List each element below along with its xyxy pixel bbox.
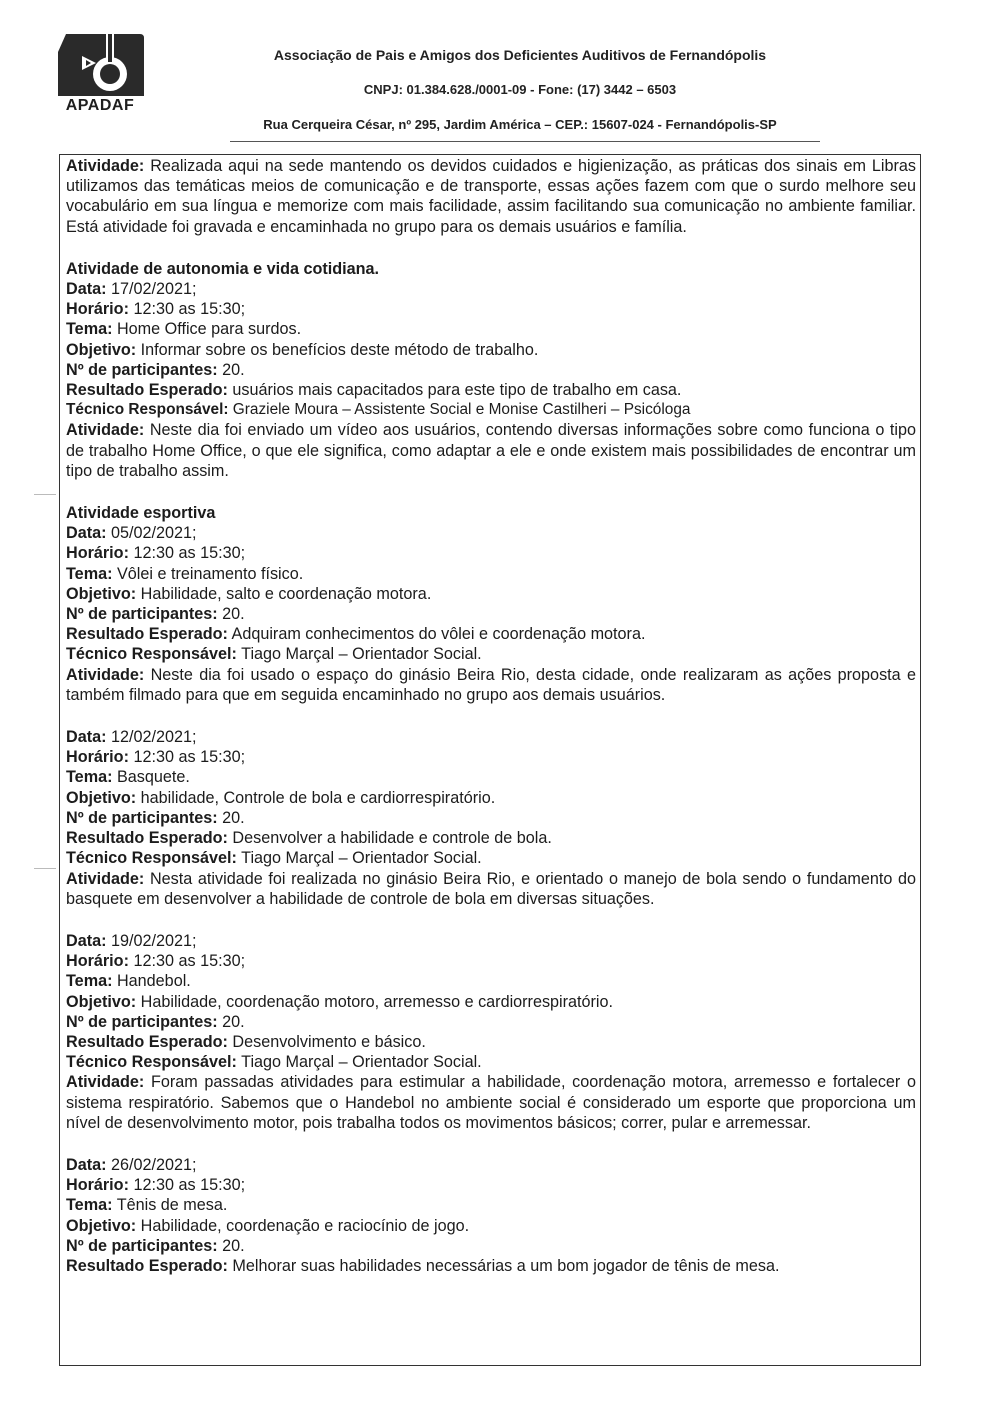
date-value: 05/02/2021;: [110, 524, 197, 543]
theme-label: Tema:: [66, 564, 113, 583]
objective-label: Objetivo:: [66, 340, 137, 359]
participants-value: 20.: [222, 808, 245, 827]
participants-label: Nº de participantes:: [66, 605, 218, 624]
expected-label: Resultado Esperado:: [66, 625, 228, 644]
objective-value: Habilidade, coordenação motoro, arremesso e cardiorrespiratório.: [140, 992, 614, 1011]
objective-value: Informar sobre os benefícios deste método de trabalho.: [140, 340, 539, 359]
date-label: Data:: [66, 524, 107, 543]
time-label: Horário:: [66, 544, 129, 563]
theme-value: Tênis de mesa.: [116, 1196, 228, 1215]
address: Rua Cerqueira César, nº 295, Jardim América – CEP.: 15607-024 - Fernandópolis-SP: [263, 117, 777, 132]
participants-label: Nº de participantes:: [66, 808, 218, 827]
expected-value: Melhorar suas habilidades necessárias a um bom jogador de tênis de mesa.: [232, 1256, 780, 1275]
theme-label: Tema:: [66, 320, 113, 339]
expected-label: Resultado Esperado:: [66, 829, 228, 848]
theme-value: Home Office para surdos.: [116, 320, 302, 339]
time-label: Horário:: [66, 952, 129, 971]
participants-value: 20.: [222, 605, 245, 624]
theme-label: Tema:: [66, 768, 113, 787]
organization-name: Associação de Pais e Amigos dos Deficientes Auditivos de Fernandópolis: [273, 47, 767, 63]
date-label: Data:: [66, 280, 107, 299]
activity-label: Atividade:: [66, 665, 145, 684]
time-value: 12:30 as 15:30;: [133, 748, 246, 767]
activity-value: Neste dia foi enviado um vídeo aos usuários, contendo diversas informações sobre como funciona o tipo de trabalho Home Office, o que ele significa, como adaptar a ele e onde existem mais possibilidades de encontrar um tipo de trabalho assim.: [66, 421, 916, 480]
objective-label: Objetivo:: [66, 584, 137, 603]
section-title: Atividade de autonomia e vida cotidiana.: [66, 259, 380, 278]
expected-label: Resultado Esperado:: [66, 1256, 228, 1275]
expected-value: Adquiram conhecimentos do vôlei e coordenação motora.: [231, 625, 646, 644]
theme-value: Vôlei e treinamento físico.: [116, 564, 304, 583]
activity-value: Nesta atividade foi realizada no ginásio Beira Rio, e orientado o manejo de bola sendo o fundamento do basquete em desenvolver a habilidade de controle de bola em diversas situações.: [66, 869, 917, 908]
cnpj-phone: CNPJ: 01.384.628./0001-09 - Fone: (17) 3442 – 6503: [363, 82, 677, 97]
activity-label: Atividade:: [66, 421, 145, 440]
date-value: 12/02/2021;: [110, 728, 197, 747]
intro-text: Realizada aqui na sede mantendo os devidos cuidados e higienização, as práticas dos sinais em Libras utilizamos das temáticas meios de comunicação e de transporte, essas ações fazem com que o surdo melhore seu vocabulário em sua língua e memorize com mais facilidade, assim facilitando sua comunicação no ambiente familiar. Está atividade foi gravada e encaminhada no grupo para os demais usuários e família.: [66, 157, 917, 236]
date-label: Data:: [66, 1155, 107, 1174]
technician-label: Técnico Responsável:: [66, 645, 237, 664]
esportiva-entry-4: [66, 1155, 916, 1276]
theme-value: Handebol.: [116, 972, 191, 991]
date-value: 19/02/2021;: [110, 931, 197, 950]
objective-value: Habilidade, coordenação e raciocínio de jogo.: [140, 1216, 470, 1235]
objective-label: Objetivo:: [66, 992, 137, 1011]
theme-label: Tema:: [66, 1196, 113, 1215]
time-label: Horário:: [66, 1176, 129, 1195]
technician-value: Graziele Moura – Assistente Social e Monise Castilheri – Psicóloga: [232, 401, 691, 419]
technician-value: Tiago Marçal – Orientador Social.: [241, 1053, 482, 1072]
activity-label: Atividade:: [66, 1073, 145, 1092]
objective-value: habilidade, Controle de bola e cardiorrespiratório.: [140, 788, 496, 807]
time-label: Horário:: [66, 748, 129, 767]
time-value: 12:30 as 15:30;: [133, 952, 246, 971]
date-value: 17/02/2021;: [110, 280, 197, 299]
technician-label: Técnico Responsável:: [66, 1053, 237, 1072]
header-divider: [230, 141, 820, 142]
section-title: Atividade esportiva: [66, 504, 216, 523]
participants-value: 20.: [222, 360, 245, 379]
date-value: 26/02/2021;: [110, 1155, 197, 1174]
technician-label: Técnico Responsável:: [66, 849, 237, 868]
participants-value: 20.: [222, 1012, 245, 1031]
letterhead: [0, 0, 992, 150]
technician-label: Técnico Responsável:: [66, 401, 229, 419]
report-content: [66, 156, 916, 1298]
autonomia-section: [66, 259, 916, 481]
time-value: 12:30 as 15:30;: [133, 1176, 246, 1195]
logo-text: APADAF: [65, 97, 135, 114]
objective-label: Objetivo:: [66, 1216, 137, 1235]
technician-value: Tiago Marçal – Orientador Social.: [241, 645, 482, 664]
intro-activity: [66, 156, 916, 237]
expected-label: Resultado Esperado:: [66, 381, 228, 400]
esportiva-entry-3: [66, 931, 916, 1133]
expected-value: Desenvolvimento e básico.: [232, 1032, 426, 1051]
date-label: Data:: [66, 728, 107, 747]
esportiva-entry-1: [66, 503, 916, 705]
expected-label: Resultado Esperado:: [66, 1032, 228, 1051]
theme-value: Basquete.: [116, 768, 190, 787]
margin-mark: [34, 494, 56, 495]
technician-value: Tiago Marçal – Orientador Social.: [241, 849, 482, 868]
participants-label: Nº de participantes:: [66, 1012, 218, 1031]
activity-label: Atividade:: [66, 869, 145, 888]
time-label: Horário:: [66, 300, 129, 319]
activity-value: Foram passadas atividades para estimular a habilidade, coordenação motora, arremesso e fortalecer o sistema respiratório. Sabemos que o Handebol no ambiente social é considerado um esporte que proporciona um nível de desenvolvimento motor, pois trabalha todos os movimentos básicos; correr, pular e arremessar.: [66, 1073, 916, 1132]
participants-value: 20.: [222, 1236, 245, 1255]
margin-mark: [34, 868, 56, 869]
time-value: 12:30 as 15:30;: [133, 544, 246, 563]
expected-value: usuários mais capacitados para este tipo de trabalho em casa.: [232, 381, 682, 400]
esportiva-entry-2: [66, 727, 916, 909]
objective-label: Objetivo:: [66, 788, 137, 807]
participants-label: Nº de participantes:: [66, 360, 218, 379]
intro-label: Atividade:: [66, 157, 145, 175]
objective-value: Habilidade, salto e coordenação motora.: [140, 584, 432, 603]
theme-label: Tema:: [66, 972, 113, 991]
activity-value: Neste dia foi usado o espaço do ginásio Beira Rio, desta cidade, onde realizaram as ações proposta e também filmado para que em seguida encaminhado no grupo aos demais usuários.: [66, 665, 916, 704]
time-value: 12:30 as 15:30;: [133, 300, 246, 319]
date-label: Data:: [66, 931, 107, 950]
participants-label: Nº de participantes:: [66, 1236, 218, 1255]
expected-value: Desenvolver a habilidade e controle de bola.: [232, 829, 552, 848]
